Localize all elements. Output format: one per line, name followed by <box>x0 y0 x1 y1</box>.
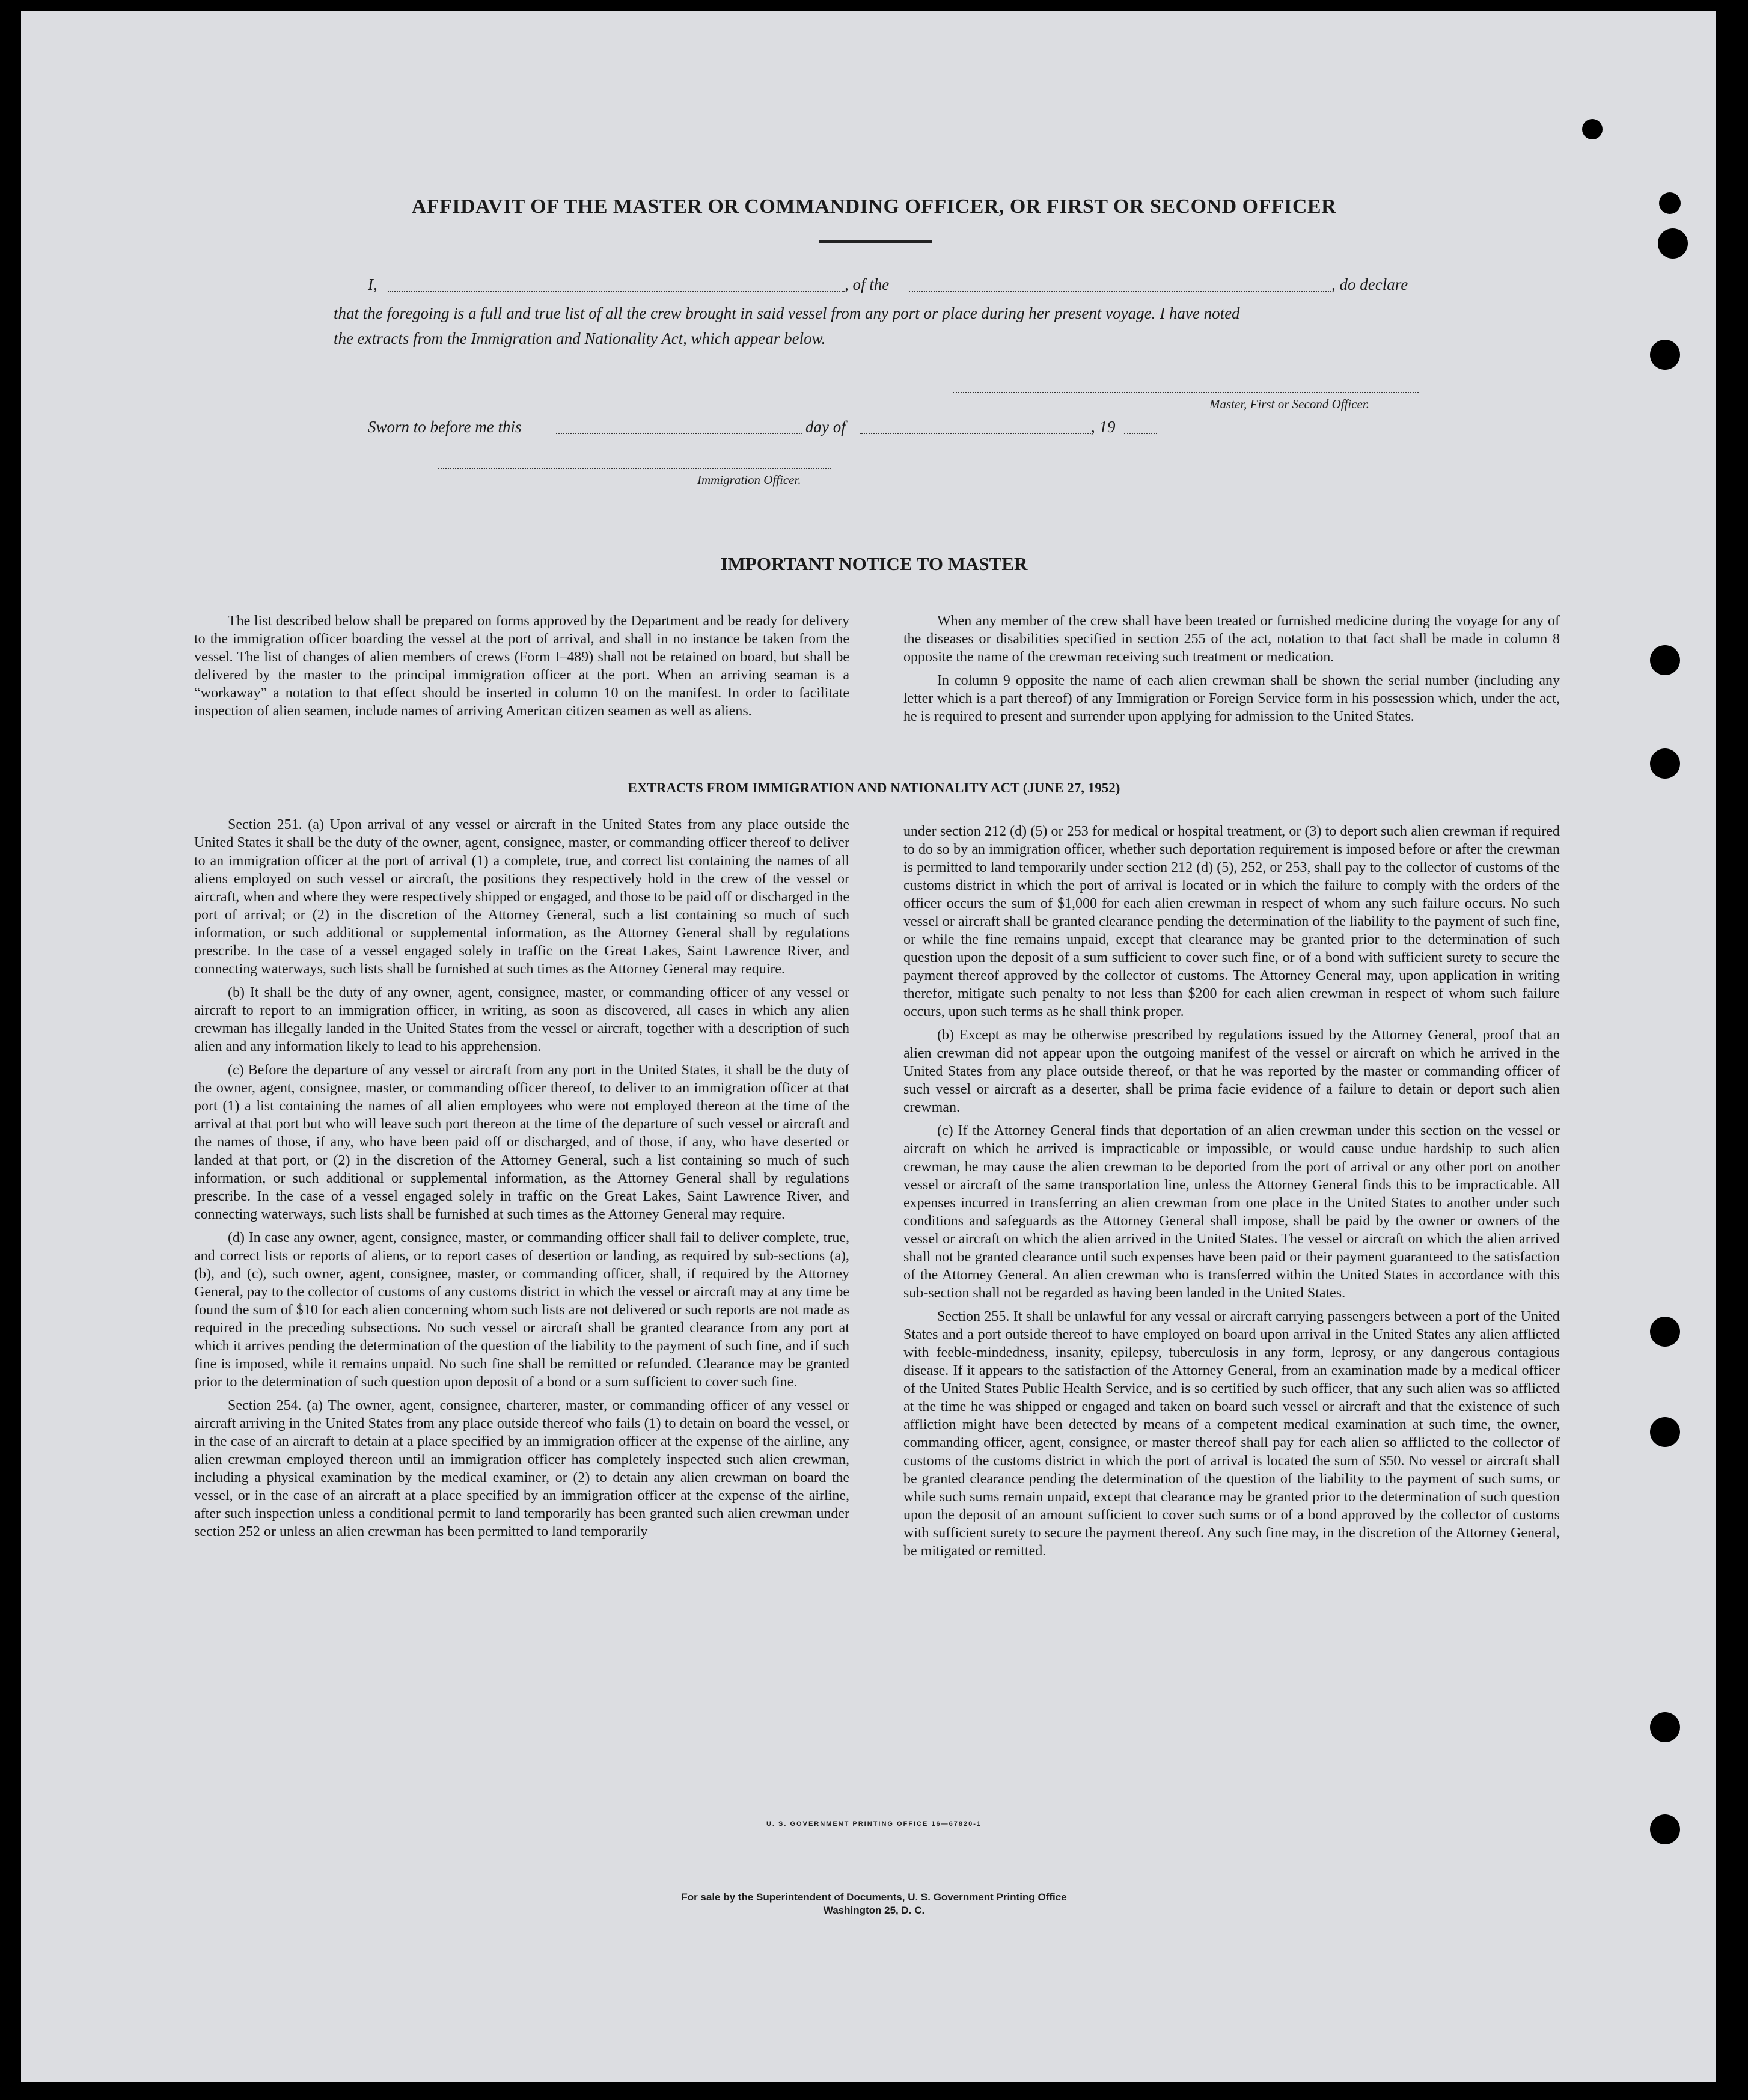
name-field[interactable] <box>388 291 845 292</box>
year-label: , 19 <box>1091 418 1116 436</box>
i-label: I, <box>368 275 377 293</box>
notice-paragraph: The list described below shall be prepared on forms approved by the Department and be ready for delivery to the immigration officer boarding the vessel at the port of arrival, and shall in no instance be taken from the vessel. The list of changes of alien members of crews (Form I–489) shall not be retained on board, but shall be delivered by the master to the principal immigration officer at the port. When an arriving seaman is a “workaway” a notation to that effect should be inserted in column 10 on the manifest. In order to facilitate inspection of alien seamen, include names of arriving American citizen seamen as well as aliens. <box>194 613 849 719</box>
binder-hole <box>1650 1317 1680 1347</box>
of-the-label: , of the <box>845 275 890 293</box>
extracts-title: EXTRACTS FROM IMMIGRATION AND NATIONALITY ACT (JUNE 27, 1952) <box>628 780 1120 795</box>
binder-hole <box>1650 340 1680 370</box>
notice-title: IMPORTANT NOTICE TO MASTER <box>720 553 1028 574</box>
title-rule <box>819 240 932 243</box>
binder-hole <box>1658 228 1688 259</box>
binder-hole <box>1650 1814 1680 1844</box>
affidavit-title: AFFIDAVIT OF THE MASTER OR COMMANDING OFFICER, OR FIRST OR SECOND OFFICER <box>411 195 1337 218</box>
sale-notice <box>0 1891 1748 1917</box>
section-paragraph: (d) In case any owner, agent, consignee, master, or commanding officer shall fail to deliver complete, true, and correct lists or reports of aliens, or to report cases of desertion or landing, as required by sub-sections (a), (b), and (c), such owner, agent, consignee, master, or commanding officer, shall, if required by the Attorney General, pay to the collector of customs of any customs district in which the vessel or aircraft may at any time be found the sum of $10 for each alien concerning whom such lists are not delivered or such reports are not made as required in the preceding subsections. No such vessel or aircraft shall be granted clearance from any port at which it arrives pending the determination of the question of the liability to the payment of such fine, and if such fine is imposed, while it remains unpaid. No such fine shall be remitted or refunded. Clearance may be granted prior to the determination of such question upon deposit of a bond or a sum sufficient to cover such fine. <box>194 1230 849 1390</box>
sale-line-2: Washington 25, D. C. <box>823 1905 925 1916</box>
binder-hole <box>1650 1417 1680 1447</box>
binder-hole <box>1650 645 1680 675</box>
extracts-right-column <box>903 822 1560 1566</box>
section-paragraph: (c) Before the departure of any vessel or aircraft from any port in the United States, it shall be the duty of the owner, agent, consignee, master, or commanding officer thereof, to deliver to an immigration officer at that port (1) a list containing the names of all alien employees who were not employed thereon at the time of the arrival at that port but who will leave such port thereon at the time of the departure of such vessel or aircraft and the names of those, if any, who have been paid off or discharged, and of those, if any, who have deserted or landed at that port, or (2) in the discretion of the Attorney General, such a list containing so much of such information, or such additional or supplemental information, as the Attorney General shall by regulations prescribe. In the case of a vessel engaged solely in traffic on the Great Lakes, Saint Lawrence River, and connecting waterways, such lists shall be furnished at such times as the Attorney General may require. <box>194 1062 849 1222</box>
notice-paragraph: When any member of the crew shall have been treated or furnished medicine during the voyage for any of the diseases or disabilities specified in section 255 of the act, notation to that fact shall be made in column 8 opposite the name of the crewman receiving such treatment or medication. <box>903 613 1560 665</box>
section-paragraph: under section 212 (d) (5) or 253 for medical or hospital treatment, or (3) to deport such alien crewman if required to do so by an immigration officer, whether such deportation requirement is imposed before or after the crewman is permitted to land temporarily under section 212 (d) (5), 252, or 253, shall pay to the collector of customs of the customs district in which the port of arrival is located or in which the failure to comply with the orders of the officer occurs the sum of $1,000 for each alien crewman in respect of whom any such failure occurs. No such vessel or aircraft shall be granted clearance pending the determination of the liability to the payment of such fine, or while the fine remains unpaid, except that clearance may be granted prior to the determination of such question upon the deposit of a sum sufficient to cover such fine, or of a bond with sufficient surety to secure the payment thereof approved by the collector of customs. The Attorney General may, upon application in writing therefor, mitigate such penalty to not less than $200 for each alien crewman in respect of whom such failure occurs, upon such terms as he shall think proper. <box>903 824 1560 1020</box>
master-label: Master, First or Second Officer. <box>1209 397 1369 411</box>
section-paragraph: (c) If the Attorney General finds that deportation of an alien crewman under this section on the vessel or aircraft on which he arrived is impracticable or impossible, or would cause undue hardship to such alien crewman, he may cause the alien crewman to be deported from the port of arrival or any other port on another vessel or aircraft of the same transportation line, unless the Attorney General finds this to be impracticable. All expenses incurred in transferring an alien crewman from one place in the United States to another under such conditions and safeguards as the Attorney General shall impose, shall be paid by the owner or owners of the vessel or aircraft on which the alien arrived in the United States. The vessel or aircraft on which the alien arrived shall not be granted clearance until such expenses have been paid or their payment guaranteed to the satisfaction of the Attorney General. An alien crewman who is transferred within the United States in accordance with this sub-section shall not be regarded as having been landed in the United States. <box>903 1123 1560 1301</box>
binder-hole <box>1582 119 1603 139</box>
day-of-label: day of <box>805 418 846 436</box>
section-paragraph: Section 255. It shall be unlawful for any vessal or aircraft carrying passengers between a port of the United States and a port outside thereof to have employed on board upon arrival in the United States any alien afflicted with feeble-mindedness, insanity, epilepsy, tuberculosis in any form, leprosy, or any dangerous contagious disease. If it appears to the satisfaction of the Attorney General, from an examination made by a medical officer of the United States Public Health Service, and is so certified by such officer, that any such alien was so afflicted at the time he was shipped or engaged and taken on board such vessel or aircraft and that the existence of such affliction might have been detected by means of a competent medical examination at such time, the owner, commanding officer, agent, consignee, or master thereof shall pay for each alien so afflicted to the collector of customs of the customs district in which the port of arrival is located the sum of $50. No vessel or aircraft shall be granted clearance pending the determination of the question of the liability to the payment of such sums, or while such sums remain unpaid, except that clearance may be granted prior to the determination of such question upon the deposit of an amount sufficient to cover such sums or of a bond approved by the collector of customs with sufficient surety to secure the payment thereof. Any such fine may, in the discretion of the Attorney General, be mitigated or remitted. <box>903 1309 1560 1559</box>
declare-label: , do declare <box>1331 275 1408 293</box>
notice-left-column <box>194 612 849 726</box>
section-paragraph: (b) Except as may be otherwise prescribed by regulations issued by the Attorney General, proof that an alien crewman did not appear upon the outgoing manifest of the vessel or aircraft on which he arrived in the United States from any place outside thereof, or that he was reported by the master or commanding officer of such vessel or aircraft as a deserter, shall be prima facie evidence of a failure to detain or deport such alien crewman. <box>903 1027 1560 1115</box>
binder-hole <box>1650 1712 1680 1742</box>
printing-office-line: U. S. GOVERNMENT PRINTING OFFICE 16—67820-1 <box>766 1820 982 1828</box>
sworn-month-field[interactable] <box>860 433 1091 434</box>
notice-paragraph: In column 9 opposite the name of each alien crewman shall be shown the serial number (including any letter which is a part thereof) of any Immigration or Foreign Service form in his possession which, under the act, he is required to present and surrender upon applying for admission to the United States. <box>903 673 1560 724</box>
binder-hole <box>1650 748 1680 779</box>
master-signature-field[interactable] <box>953 392 1419 393</box>
sworn-day-field[interactable] <box>556 433 802 434</box>
vessel-field[interactable] <box>909 291 1331 292</box>
statement-line-2: the extracts from the Immigration and Nationality Act, which appear below. <box>334 329 826 347</box>
extracts-left-column <box>194 816 849 1546</box>
notice-right-column <box>903 612 1560 731</box>
immigration-officer-signature-field[interactable] <box>438 468 831 469</box>
section-paragraph: Section 251. (a) Upon arrival of any vessel or aircraft in the United States from any place outside the United States it shall be the duty of the owner, agent, consignee, master, or commanding officer thereof to deliver to an immigration officer at the port of arrival (1) a complete, true, and correct list containing the names of all aliens employed on such vessel or aircraft, the positions they respectively hold in the crew of the vessel or aircraft, when and where they were respectively shipped or engaged, and those to be paid off or discharged in the port of arrival; or (2) in the discretion of the Attorney General, such a list containing so much of such information, or such additional or supplemental information, as the Attorney General shall by regulations prescribe. In the case of a vessel engaged solely in traffic on the Great Lakes, Saint Lawrence River, and connecting waterways, such lists shall be furnished at such times as the Attorney General may require. <box>194 817 849 977</box>
section-paragraph: Section 254. (a) The owner, agent, consignee, charterer, master, or commanding officer of any vessel or aircraft arriving in the United States from any place outside thereof who fails (1) to detain on board the vessel, or in the case of an aircraft to detain at a place specified by an immigration officer at the expense of the airline, any alien crewman employed thereon until an immigration officer has completely inspected such alien crewman, including a physical examination by the medical examiner, or (2) to detain any alien crewman on board the vessel, or in the case of an aircraft at a place specified by an immigration officer at the expense of the airline, after such inspection unless a conditional permit to land temporarily has been granted such alien crewman under section 252 or unless an alien crewman has been permitted to land temporarily <box>194 1398 849 1540</box>
statement-line-1: that the foregoing is a full and true list of all the crew brought in said vessel from any port or place during her present voyage. I have noted <box>334 304 1240 322</box>
immigration-officer-label: Immigration Officer. <box>697 473 801 487</box>
section-paragraph: (b) It shall be the duty of any owner, agent, consignee, master, or commanding officer of any vessel or aircraft to report to an immigration officer, in writing, as soon as discovered, all cases in which any alien crewman has illegally landed in the United States from the vessel or aircraft, together with a description of such alien and any information likely to lead to his apprehension. <box>194 985 849 1055</box>
sworn-label: Sworn to before me this <box>368 418 522 436</box>
sworn-year-field[interactable] <box>1124 433 1157 434</box>
sale-line-1: For sale by the Superintendent of Documents, U. S. Government Printing Office <box>681 1891 1067 1903</box>
